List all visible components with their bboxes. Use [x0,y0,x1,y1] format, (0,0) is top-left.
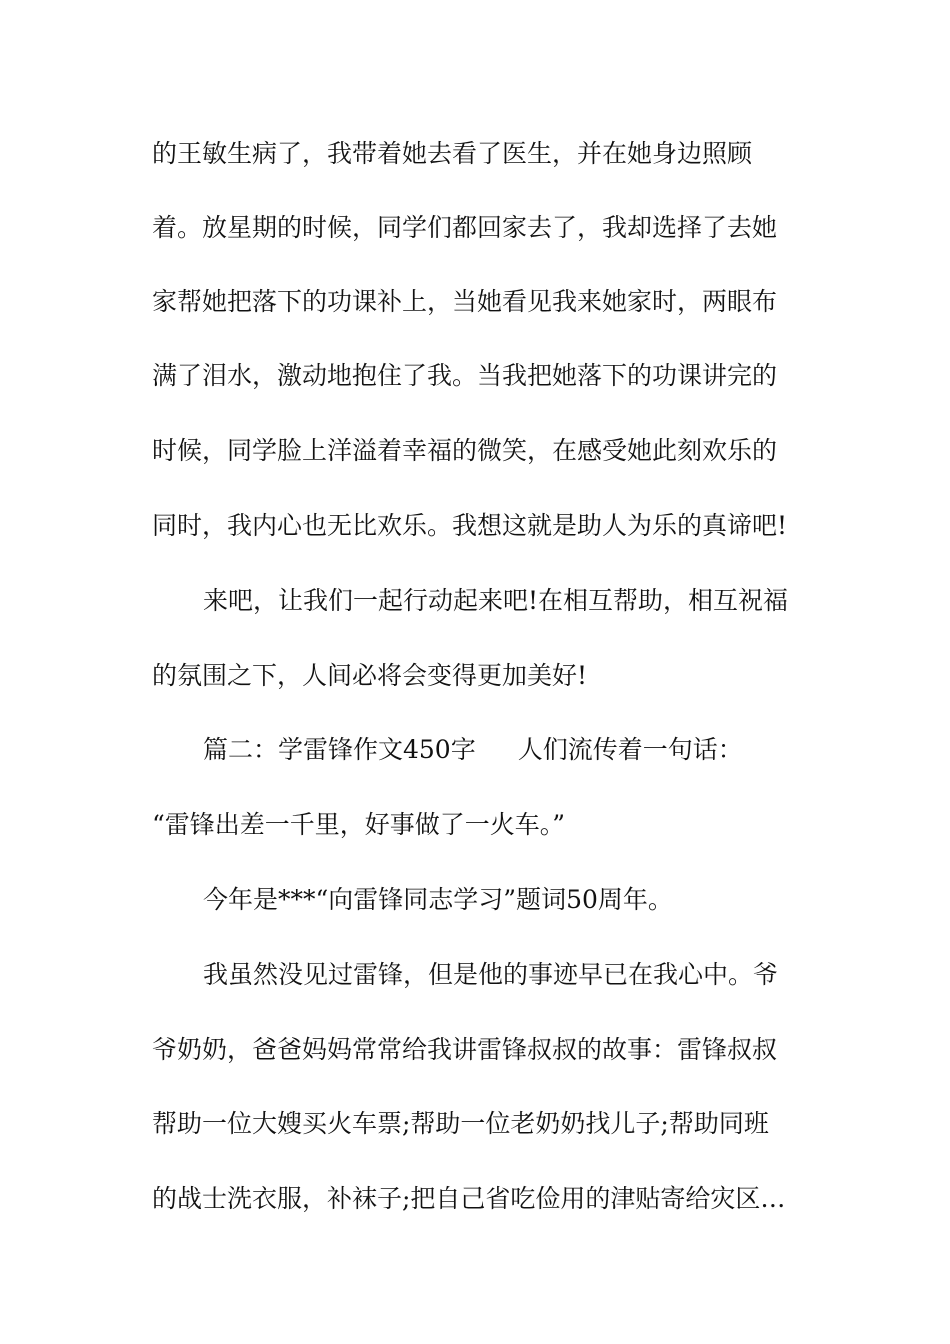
quote-line: “雷锋出差一千里，好事做了一火车。” [152,810,566,839]
paragraph-first-line: 我虽然没见过雷锋，但是他的事迹早已在我心中。爷 [203,960,779,989]
text-line: 同时，我内心也无比欢乐。我想这就是助人为乐的真谛吧! [152,511,788,540]
text-line: 的王敏生病了，我带着她去看了医生，并在她身边照顾 [152,139,753,168]
paragraph-first-line: 今年是***“向雷锋同志学习”题词50周年。 [203,885,673,914]
paragraph-first-line: 来吧，让我们一起行动起来吧!在相互帮助，相互祝福 [203,586,789,615]
text-line: 的氛围之下，人间必将会变得更加美好! [152,661,588,690]
text-line: 爷奶奶，爸爸妈妈常常给我讲雷锋叔叔的故事：雷锋叔叔 [152,1035,778,1064]
text-line: 满了泪水，激动地抱住了我。当我把她落下的功课讲完的 [152,361,778,390]
text-line: 帮助一位大嫂买火车票;帮助一位老奶奶找儿子;帮助同班 [152,1109,769,1138]
section-heading-line [203,734,863,766]
text-line: 时候，同学脸上洋溢着幸福的微笑，在感受她此刻欢乐的 [152,436,778,465]
text-line: 家帮她把落下的功课补上，当她看见我来她家时，两眼布 [152,287,778,316]
text-line: 着。放星期的时候，同学们都回家去了，我却选择了去她 [152,213,778,242]
text-line: 的战士洗衣服，补袜子;把自己省吃俭用的津贴寄给灾区… [152,1184,786,1213]
section-intro: 人们流传着一句话： [517,735,743,764]
section-heading: 篇二：学雷锋作文450字 [203,735,476,764]
